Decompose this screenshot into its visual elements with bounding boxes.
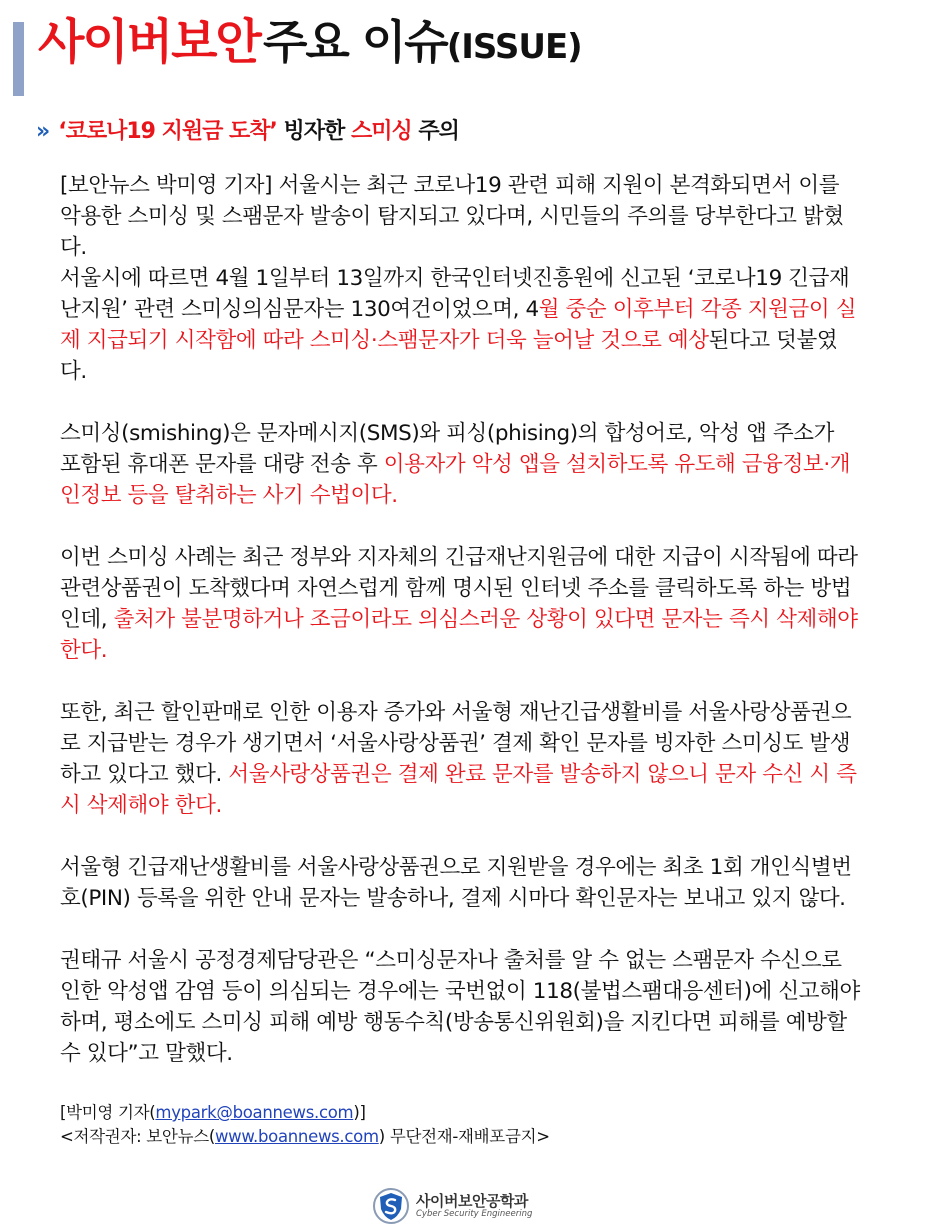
title-suffix: (ISSUE) <box>446 27 582 67</box>
paragraph-5-text: 또한, 최근 할인판매로 인한 이용자 증가와 서울형 재난긴급생활비를 서울사랑상품권으로 지급받는 경우가 생기면서 ‘서울사랑상품권’ 결제 확인 문자를 빙자한 스미싱도 발생하고 있다고 했다. <box>60 700 852 787</box>
reporter-line <box>60 1101 550 1125</box>
copyright-label: <저작권자: 보안뉴스( <box>60 1127 215 1146</box>
paragraph-7: 권태규 서울시 공정경제담당관은 “스미싱문자나 출처를 알 수 없는 스팸문자 수신으로 인한 악성앱 감염 등이 의심되는 경우에는 국번없이 118(불법스팸대응센터)에 신고해야 하며, 평소에도 스미싱 피해 예방 행동수칙(방송통신위원회)을 지킨다면 피해를 예방할 수 있다”고 말했다. <box>60 948 860 1066</box>
paragraph-2-end: 된다고 덧붙였다. <box>60 328 838 384</box>
paragraph-2-highlight: 월 중순 이후부터 각종 지원금이 실제 지급되기 시작함에 따라 스미싱·스팸문자가 더욱 늘어날 것으로 예상 <box>60 297 857 353</box>
article-headline <box>36 114 459 145</box>
reporter-email-link[interactable]: mypark@boannews.com <box>155 1103 354 1122</box>
title-accent-bar <box>13 22 24 96</box>
copyright-notice: ) 무단전재-재배포금지> <box>378 1127 550 1146</box>
paragraph-2-text: 서울시에 따르면 4월 1일부터 13일까지 한국인터넷진흥원에 신고된 ‘코로나19 긴급재난지원’ 관련 스미싱의심문자는 130여건이었으며, 4 <box>60 266 850 322</box>
department-name: 사이버보안공학과 <box>416 1192 528 1210</box>
paragraph-5 <box>60 697 860 821</box>
title-red-part: 사이버보안 <box>38 14 260 70</box>
paragraph-5-highlight: 서울사랑상품권은 결제 완료 문자를 발송하지 않으니 문자 수신 시 즉시 삭제해야 한다. <box>60 762 857 818</box>
paragraph-6: 서울형 긴급재난생활비를 서울사랑상품권으로 지원받을 경우에는 최초 1회 개인식별번호(PIN) 등록을 위한 안내 문자는 발송하나, 결제 시마다 확인문자는 보내고 있지 않다. <box>60 855 852 911</box>
chevron-right-icon: » <box>36 119 45 144</box>
paragraph-2 <box>60 263 860 387</box>
paragraph-3 <box>60 418 860 511</box>
paragraph-4-text: 이번 스미싱 사례는 최근 정부와 지자체의 긴급재난지원금에 대한 지급이 시작됨에 따라 관련상품권이 도착했다며 자연스럽게 함께 명시된 인터넷 주소를 클릭하도록 하는 방법인데, <box>60 545 858 632</box>
shield-emblem-icon <box>370 1187 412 1225</box>
department-subtitle: Cyber Security Engineering <box>416 1209 533 1219</box>
page-title <box>38 14 582 70</box>
paragraph-3-highlight: 이용자가 악성 앱을 설치하도록 유도해 금융정보·개인정보 등을 탈취하는 사기 수법이다. <box>60 452 851 508</box>
title-dark-part: 주요 이슈 <box>262 15 447 69</box>
headline-text: 빙자한 <box>276 119 351 144</box>
paragraph-3-text: 스미싱(smishing)은 문자메시지(SMS)와 피싱(phising)의 합성어로, 악성 앱 주소가 포함된 휴대폰 문자를 대량 전송 후 <box>60 421 834 477</box>
article-credit <box>60 1101 550 1149</box>
paragraph-1: [보안뉴스 박미영 기자] 서울시는 최근 코로나19 관련 피해 지원이 본격화되면서 이를 악용한 스미싱 및 스팸문자 발송이 탐지되고 있다며, 시민들의 주의를 당부한다고 밝혔다. <box>60 173 844 260</box>
headline-keyword: 스미싱 <box>350 119 412 144</box>
headline-end: 주의 <box>411 119 459 144</box>
paragraph-4 <box>60 542 860 666</box>
site-link[interactable]: www.boannews.com <box>214 1127 379 1146</box>
headline-quote: ‘코로나19 지원금 도착’ <box>58 119 277 144</box>
department-logo <box>370 1187 532 1225</box>
reporter-close: )] <box>353 1103 366 1122</box>
article-body <box>60 170 860 1069</box>
reporter-label: [박미영 기자( <box>60 1103 156 1122</box>
paragraph-4-highlight: 출처가 불분명하거나 조금이라도 의심스러운 상황이 있다면 문자는 즉시 삭제해야 한다. <box>60 607 858 663</box>
copyright-line <box>60 1125 550 1149</box>
